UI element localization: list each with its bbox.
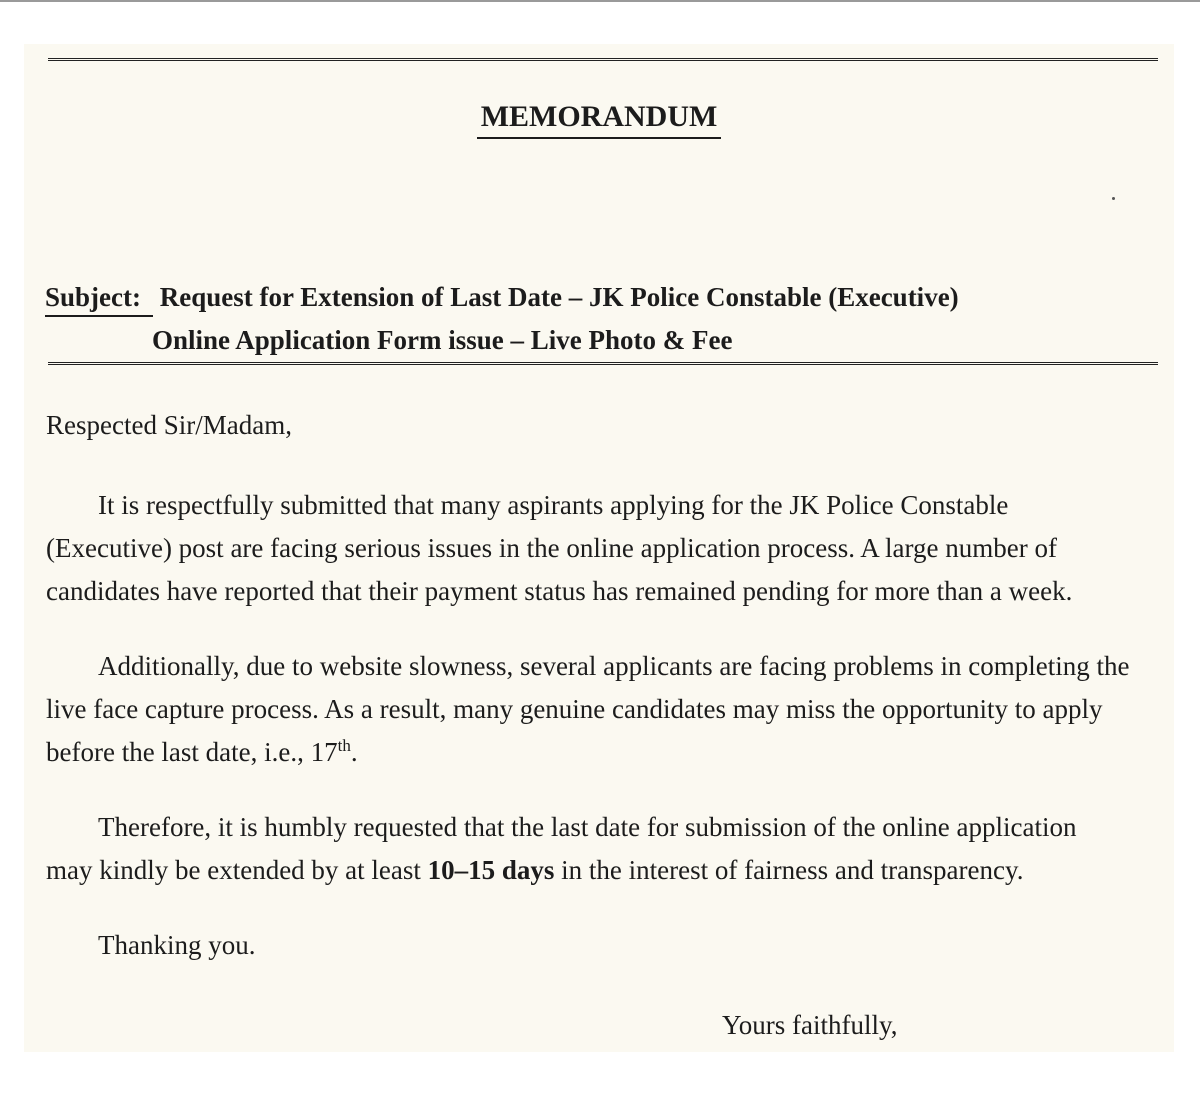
paper-speck — [1112, 197, 1115, 200]
paragraph-3-text-a: Therefore, it is humbly requested that the last date for submission of the online application may kindly be extended by at least — [46, 812, 1077, 885]
paragraph-2-end: . — [350, 737, 358, 767]
paragraph-3-text-b: in the interest of fairness and transparency. — [554, 855, 1024, 885]
subject-double-rule — [48, 362, 1158, 365]
subject-line-1 — [45, 276, 959, 319]
paragraph-1: It is respectfully submitted that many aspirants applying for the JK Police Constable (Executive) post are facing serious issues in the online application process. A large number of candidates have reported that their payment status has remained pending for more than a week. — [46, 490, 1073, 606]
thanks-line: Thanking you. — [98, 930, 256, 960]
subject-block — [45, 276, 959, 362]
paragraph-2-superscript: th — [337, 736, 351, 755]
subject-text-2: Online Application Form issue – Live Photo & Fee — [152, 325, 733, 355]
salutation: Respected Sir/Madam, — [46, 410, 292, 440]
paragraph-2-text: Additionally, due to website slowness, several applicants are facing problems in completing the live face capture process. As a result, many genuine candidates may miss the opportunity to apply before the last date, i.e., 17 — [46, 651, 1130, 767]
memo-title — [24, 100, 1174, 139]
subject-text-1: Request for Extension of Last Date – JK Police Constable (Executive) — [159, 282, 959, 312]
header-double-rule — [48, 58, 1158, 61]
memo-title-text: MEMORANDUM — [477, 100, 722, 139]
paragraph-3 — [46, 806, 1156, 892]
paragraph-3-bold: 10–15 days — [427, 855, 555, 885]
subject-label: Subject: — [45, 279, 153, 317]
paragraph-2 — [46, 645, 1156, 774]
memo-page — [24, 44, 1174, 1052]
top-border — [0, 0, 1200, 2]
memo-body — [46, 404, 1156, 967]
closing-line: Yours faithfully, — [722, 1010, 898, 1040]
